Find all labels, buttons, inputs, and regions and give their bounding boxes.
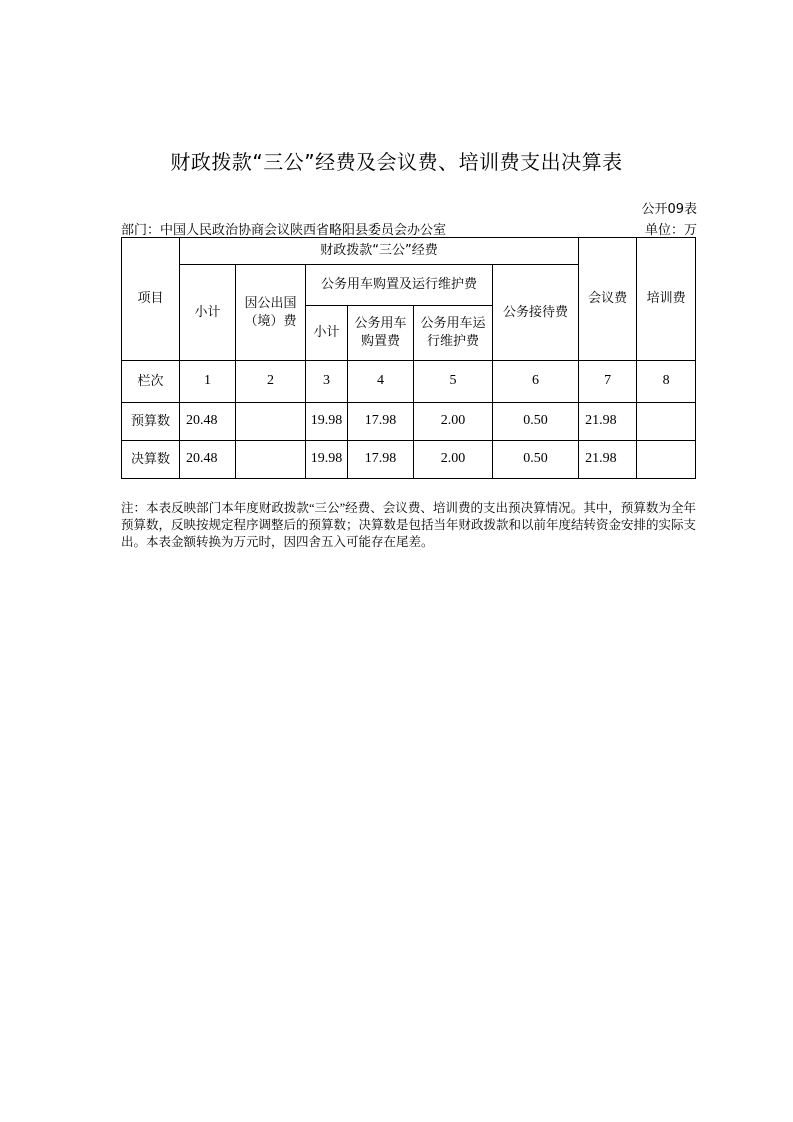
header-item: 项目 — [122, 238, 180, 361]
department-label: 部门：中国人民政治协商会议陕西省略阳县委员会办公室 — [121, 223, 447, 238]
cell-vehicle-purchase: 17.98 — [348, 441, 414, 479]
cell-vehicle-operation: 2.00 — [414, 441, 493, 479]
row-label: 预算数 — [122, 403, 180, 441]
cell-reception: 0.50 — [493, 403, 579, 441]
index-col: 6 — [493, 361, 579, 403]
cell-vehicle-operation: 2.00 — [414, 403, 493, 441]
table-row-final — [122, 441, 696, 479]
cell-vehicle-subtotal: 19.98 — [306, 441, 348, 479]
cell-subtotal: 20.48 — [180, 441, 236, 479]
cell-meeting: 21.98 — [579, 441, 637, 479]
cell-training — [637, 441, 696, 479]
table-note: 注：本表反映部门本年度财政拨款“三公”经费、会议费、培训费的支出预决算情况。其中，预算数为全年预算数，反映按规定程序调整后的预算数；决算数是包括当年财政拨款和以前年度结转资金安排的实际支出。本表金额转换为万元时，因四舍五入可能存在尾差。 — [121, 501, 697, 549]
index-col: 7 — [579, 361, 637, 403]
header-vehicle-subtotal: 小计 — [306, 306, 348, 361]
cell-abroad — [236, 403, 306, 441]
cell-meeting: 21.98 — [579, 403, 637, 441]
index-col: 3 — [306, 361, 348, 403]
index-row — [122, 361, 696, 403]
header-training: 培训费 — [637, 238, 696, 361]
header-vehicle-operation — [414, 306, 493, 361]
table-row-budget — [122, 403, 696, 441]
header-vehicle-purchase-text: 公务用车购置费 — [354, 316, 407, 349]
index-row-label: 栏次 — [122, 361, 180, 403]
cell-reception: 0.50 — [493, 441, 579, 479]
cell-abroad — [236, 441, 306, 479]
unit-label: 单位：万 — [645, 223, 698, 238]
index-col: 8 — [637, 361, 696, 403]
cell-vehicle-subtotal: 19.98 — [306, 403, 348, 441]
cell-vehicle-purchase: 17.98 — [348, 403, 414, 441]
header-three-public-group: 财政拨款“三公”经费 — [180, 238, 579, 265]
header-vehicle-operation-text: 公务用车运行维护费 — [420, 316, 486, 349]
header-vehicle-group: 公务用车购置及运行维护费 — [306, 265, 493, 306]
header-meeting: 会议费 — [579, 238, 637, 361]
index-col: 4 — [348, 361, 414, 403]
index-col: 2 — [236, 361, 306, 403]
header-subtotal: 小计 — [180, 265, 236, 361]
header-reception: 公务接待费 — [493, 265, 579, 361]
cell-training — [637, 403, 696, 441]
form-code: 公开09表 — [641, 202, 697, 217]
index-col: 5 — [414, 361, 493, 403]
document-title: 财政拨款“三公”经费及会议费、培训费支出决算表 — [170, 150, 623, 174]
index-col: 1 — [180, 361, 236, 403]
cell-subtotal: 20.48 — [180, 403, 236, 441]
header-row-1 — [122, 238, 696, 265]
header-abroad-text: 因公出国（境）费 — [244, 295, 297, 329]
header-abroad — [236, 265, 306, 361]
budget-table — [121, 237, 696, 479]
row-label: 决算数 — [122, 441, 180, 479]
header-vehicle-purchase — [348, 306, 414, 361]
